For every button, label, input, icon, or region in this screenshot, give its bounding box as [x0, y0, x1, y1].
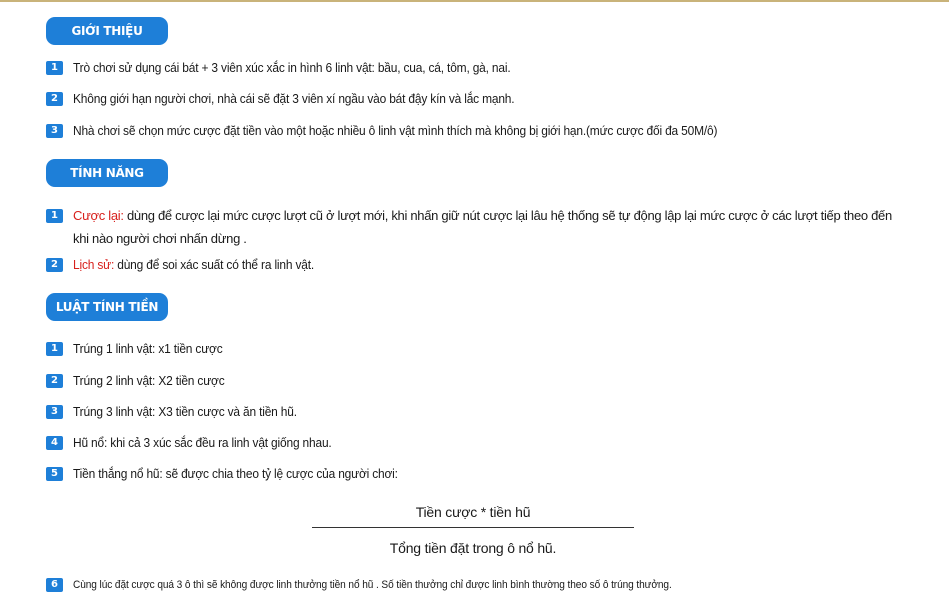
feature-description: dùng để cược lại mức cược lượt cũ ở lượt mới, khi nhấn giữ nút cược lại lâu hệ thống sẽ tự động lập lại mức cược ở các lượt tiếp theo đến khi nào người chơi nhấn dừng .	[73, 208, 892, 246]
rule-item-5	[46, 465, 909, 483]
rule-item-text: Trúng 1 linh vật: x1 tiền cược	[73, 341, 223, 356]
number-badge: 6	[46, 578, 63, 592]
formula-fraction-bar	[312, 527, 634, 528]
number-badge: 1	[46, 61, 63, 75]
feature-item-text	[73, 204, 909, 250]
intro-item-1	[46, 59, 909, 77]
section-title-features: TÍNH NĂNG	[46, 159, 168, 187]
number-badge: 2	[46, 374, 63, 388]
rule-item-text: Trúng 3 linh vật: X3 tiền cược và ăn tiền hũ.	[73, 404, 297, 419]
feature-item-text	[73, 256, 314, 274]
feature-label-replay: Cược lại:	[73, 208, 124, 223]
section-title-rules: LUẬT TÍNH TIỀN	[46, 293, 168, 321]
feature-item-1	[46, 207, 909, 250]
intro-item-2	[46, 90, 909, 108]
rule-item-3	[46, 403, 909, 421]
rule-item-1	[46, 340, 909, 358]
number-badge: 1	[46, 342, 63, 356]
number-badge: 2	[46, 258, 63, 272]
number-badge: 3	[46, 124, 63, 138]
number-badge: 4	[46, 436, 63, 450]
rule-note-6	[46, 576, 909, 594]
formula-numerator: Tiền cược * tiền hũ	[415, 504, 531, 520]
intro-item-3	[46, 122, 909, 140]
formula-denominator: Tổng tiền đặt trong ô nổ hũ.	[389, 540, 557, 556]
rule-item-text: Hũ nổ: khi cả 3 xúc sắc đều ra linh vật giống nhau.	[73, 435, 332, 450]
rule-note-text: Cùng lúc đặt cược quá 3 ô thì sẽ không được linh thưởng tiền nổ hũ . Số tiền thưởng chỉ được linh bình thường theo số ô trúng thưởng.	[73, 579, 672, 591]
feature-label-history: Lịch sử:	[73, 257, 115, 272]
rule-item-text: Tiền thắng nổ hũ: sẽ được chia theo tỷ lệ cược của người chơi:	[73, 466, 398, 481]
number-badge: 1	[46, 209, 63, 223]
intro-item-text: Trò chơi sử dụng cái bát + 3 viên xúc xắc in hình 6 linh vật: bầu, cua, cá, tôm, gà, nai.	[73, 60, 511, 75]
feature-item-2	[46, 256, 909, 274]
rule-item-2	[46, 372, 909, 390]
top-border	[0, 0, 949, 2]
rule-item-4	[46, 434, 909, 452]
number-badge: 5	[46, 467, 63, 481]
intro-item-text: Không giới hạn người chơi, nhà cái sẽ đặt 3 viên xí ngầu vào bát đậy kín và lắc mạnh.	[73, 91, 515, 106]
rule-item-text: Trúng 2 linh vật: X2 tiền cược	[73, 373, 225, 388]
intro-item-text: Nhà chơi sẽ chọn mức cược đặt tiền vào một hoặc nhiều ô linh vật mình thích mà không bị giới hạn.(mức cược đối đa 50M/ô)	[73, 123, 718, 138]
feature-description: dùng để soi xác suất có thể ra linh vật.	[114, 257, 315, 272]
number-badge: 3	[46, 405, 63, 419]
section-title-intro: GIỚI THIỆU	[46, 17, 168, 45]
number-badge: 2	[46, 92, 63, 106]
